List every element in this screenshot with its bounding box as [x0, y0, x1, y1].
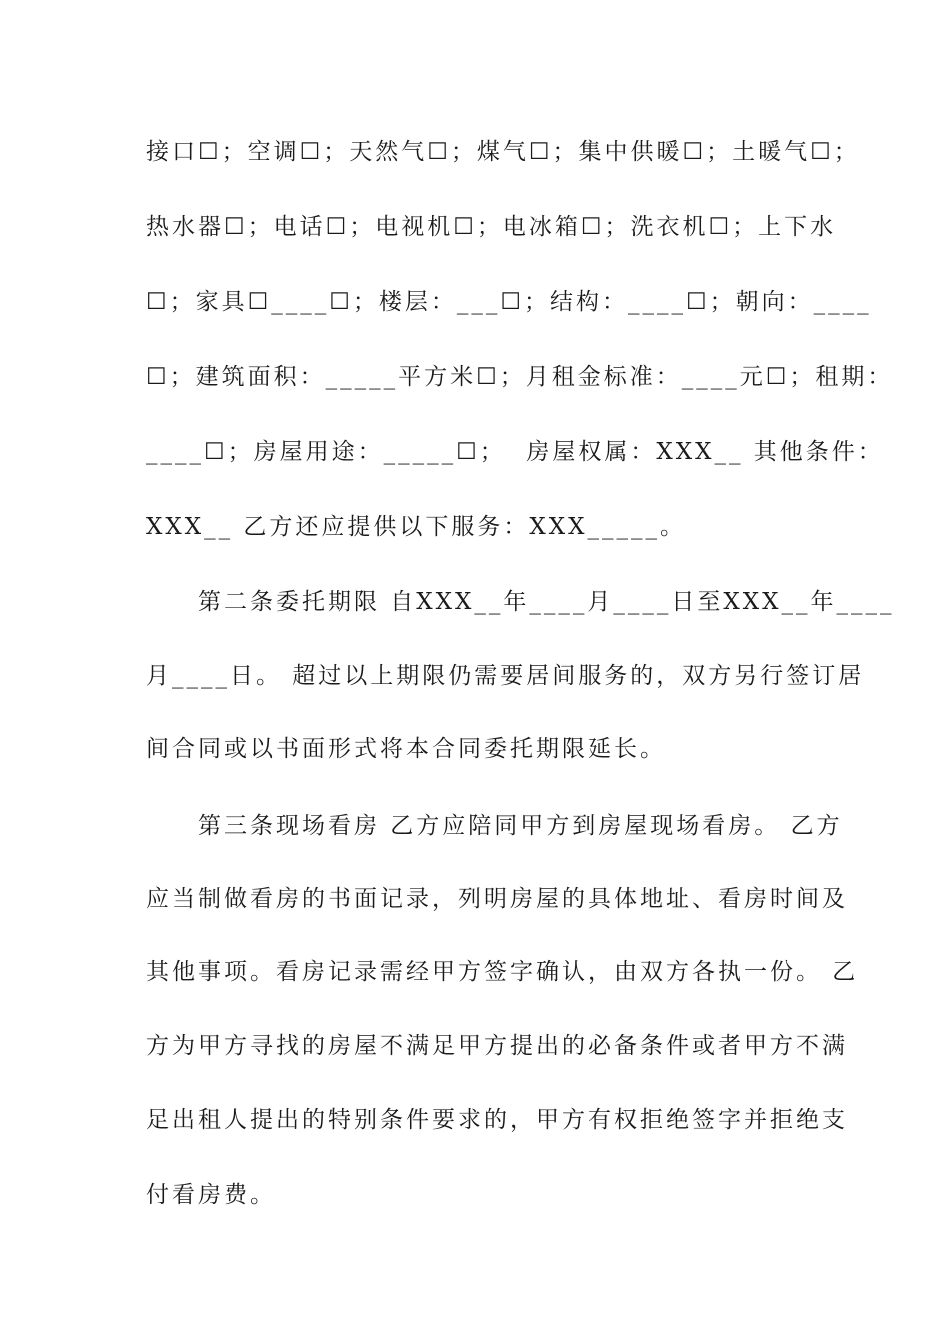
- text-line: 应当制做看房的书面记录，列明房屋的具体地址、看房时间及: [146, 886, 848, 912]
- text-line: 足出租人提出的特别条件要求的，甲方有权拒绝签字并拒绝支: [146, 1107, 848, 1133]
- text-line: 付看房费。: [146, 1182, 276, 1208]
- text-line: 其他事项。看房记录需经甲方签字确认，由双方各执一份。 乙: [146, 959, 859, 985]
- text-line: ____☐；房屋用途：_____☐； 房屋权属：XXX__ 其他条件：: [146, 439, 884, 465]
- text-line: 月____日。 超过以上期限仍需要居间服务的，双方另行签订居: [146, 663, 865, 689]
- article-3-heading-line: 第三条现场看房 乙方应陪同甲方到房屋现场看房。 乙方: [198, 813, 843, 839]
- text-line: 方为甲方寻找的房屋不满足甲方提出的必备条件或者甲方不满: [146, 1033, 848, 1059]
- article-2-heading-line: 第二条委托期限 自XXX__年____月____日至XXX__年____: [198, 589, 895, 615]
- text-line: 接口☐；空调☐；天然气☐；煤气☐；集中供暖☐；土暖气☐；: [146, 139, 860, 165]
- text-line: 热水器☐；电话☐；电视机☐；电冰箱☐；洗衣机☐；上下水: [146, 214, 837, 240]
- text-line: ☐；家具☐____☐；楼层：___☐；结构：____☐；朝向：____: [146, 289, 872, 315]
- text-line: XXX__ 乙方还应提供以下服务：XXX_____。: [146, 514, 687, 540]
- text-line: ☐；建筑面积：_____平方米☐；月租金标准：____元☐；租期：: [146, 364, 894, 390]
- text-line: 间合同或以书面形式将本合同委托期限延长。: [146, 736, 666, 762]
